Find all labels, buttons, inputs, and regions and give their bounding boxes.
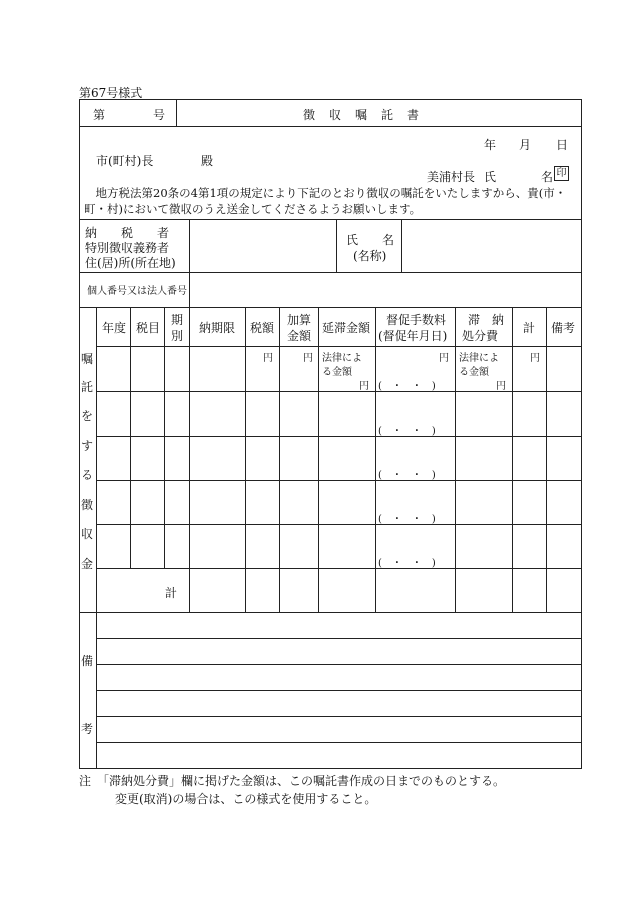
col-reminder-fee-2: (督促年月日) <box>378 329 448 343</box>
statutory-amount-1: 法律によ <box>459 353 499 364</box>
date-year-label: 年 <box>484 138 497 152</box>
col-disposition-1: 滞 納 <box>468 313 505 327</box>
sender-title: 美浦村長 <box>427 170 476 184</box>
side-label-char: 託 <box>81 380 94 394</box>
side-label-char: す <box>81 439 94 453</box>
side-label-char: る <box>81 468 94 482</box>
statutory-amount-2: る金額 <box>459 367 489 378</box>
special-collector-label: 特別徴収義務者 <box>85 241 170 255</box>
body-text-line-2: 町・村)において徴収のうえ送金してくださるようお願いします。 <box>84 202 422 216</box>
form-title: 徴 収 嘱 託 書 <box>303 108 421 122</box>
reminder-date: ( ・ ・ ) <box>378 558 436 569</box>
name-label: 氏 名 <box>346 233 395 247</box>
reminder-date: ( ・ ・ ) <box>378 514 436 525</box>
id-number-label: 個人番号又は法人番号 <box>87 286 187 297</box>
col-disposition-2: 処分費 <box>462 329 499 343</box>
col-fiscal-year: 年度 <box>102 321 127 335</box>
side-label-char: 徴 <box>81 498 94 512</box>
remarks-label-2: 考 <box>81 722 94 736</box>
yen-unit: 円 <box>530 353 540 364</box>
side-label-char: を <box>81 409 94 423</box>
number-suffix: 号 <box>153 108 166 122</box>
yen-unit: 円 <box>303 353 313 364</box>
yen-unit: 円 <box>263 353 273 364</box>
col-additional-1: 加算 <box>287 313 312 327</box>
side-label-char: 金 <box>81 557 94 571</box>
col-additional-2: 金額 <box>287 329 312 343</box>
addressee-label: 市(町村)長 <box>96 154 154 168</box>
body-text-line-1: 地方税法第20条の4第1項の規定により下記のとおり徴収の嘱託をいたしますから、貴(市・ <box>84 186 567 200</box>
col-tax-item: 税目 <box>136 321 161 335</box>
addressee-honorific: 殿 <box>201 154 214 168</box>
side-label-char: 収 <box>81 527 94 541</box>
col-reminder-fee-1: 督促手数料 <box>386 313 447 327</box>
col-late-fee: 延滞金額 <box>322 321 371 335</box>
number-prefix: 第 <box>93 108 106 122</box>
reminder-date: ( ・ ・ ) <box>378 426 436 437</box>
date-month-label: 月 <box>519 138 532 152</box>
statutory-amount-2: る金額 <box>322 367 352 378</box>
name-sub-label: (名称) <box>353 249 387 263</box>
form-number: 第67号様式 <box>79 86 143 100</box>
col-period-1: 期 <box>171 313 184 327</box>
col-tax-amount: 税額 <box>250 321 275 335</box>
col-period-2: 別 <box>171 329 184 343</box>
yen-unit: 円 <box>359 381 369 392</box>
address-label: 住(居)所(所在地) <box>85 256 176 270</box>
date-day-label: 日 <box>556 138 569 152</box>
side-label-char: 嘱 <box>81 352 94 366</box>
remarks-label-1: 備 <box>81 654 94 668</box>
sender-name-label-2: 名 <box>541 170 554 184</box>
note-line-1: 注 「滞納処分費」欄に掲げた金額は、この嘱託書作成の日までのものとする。 <box>79 774 506 788</box>
col-due-date: 納期限 <box>199 321 236 335</box>
note-line-2: 変更(取消)の場合は、この様式を使用すること。 <box>79 792 377 806</box>
yen-unit: 円 <box>439 353 449 364</box>
yen-unit: 円 <box>496 381 506 392</box>
reminder-date: ( ・ ・ ) <box>378 381 436 392</box>
seal-mark: 印 <box>554 166 569 181</box>
total-row-label: 計 <box>165 586 178 600</box>
statutory-amount-1: 法律によ <box>322 353 362 364</box>
sender-name-label-1: 氏 <box>484 170 497 184</box>
reminder-date: ( ・ ・ ) <box>378 470 436 481</box>
col-remarks: 備考 <box>551 321 576 335</box>
col-total: 計 <box>523 321 536 335</box>
taxpayer-label: 納 税 者 <box>85 226 170 240</box>
